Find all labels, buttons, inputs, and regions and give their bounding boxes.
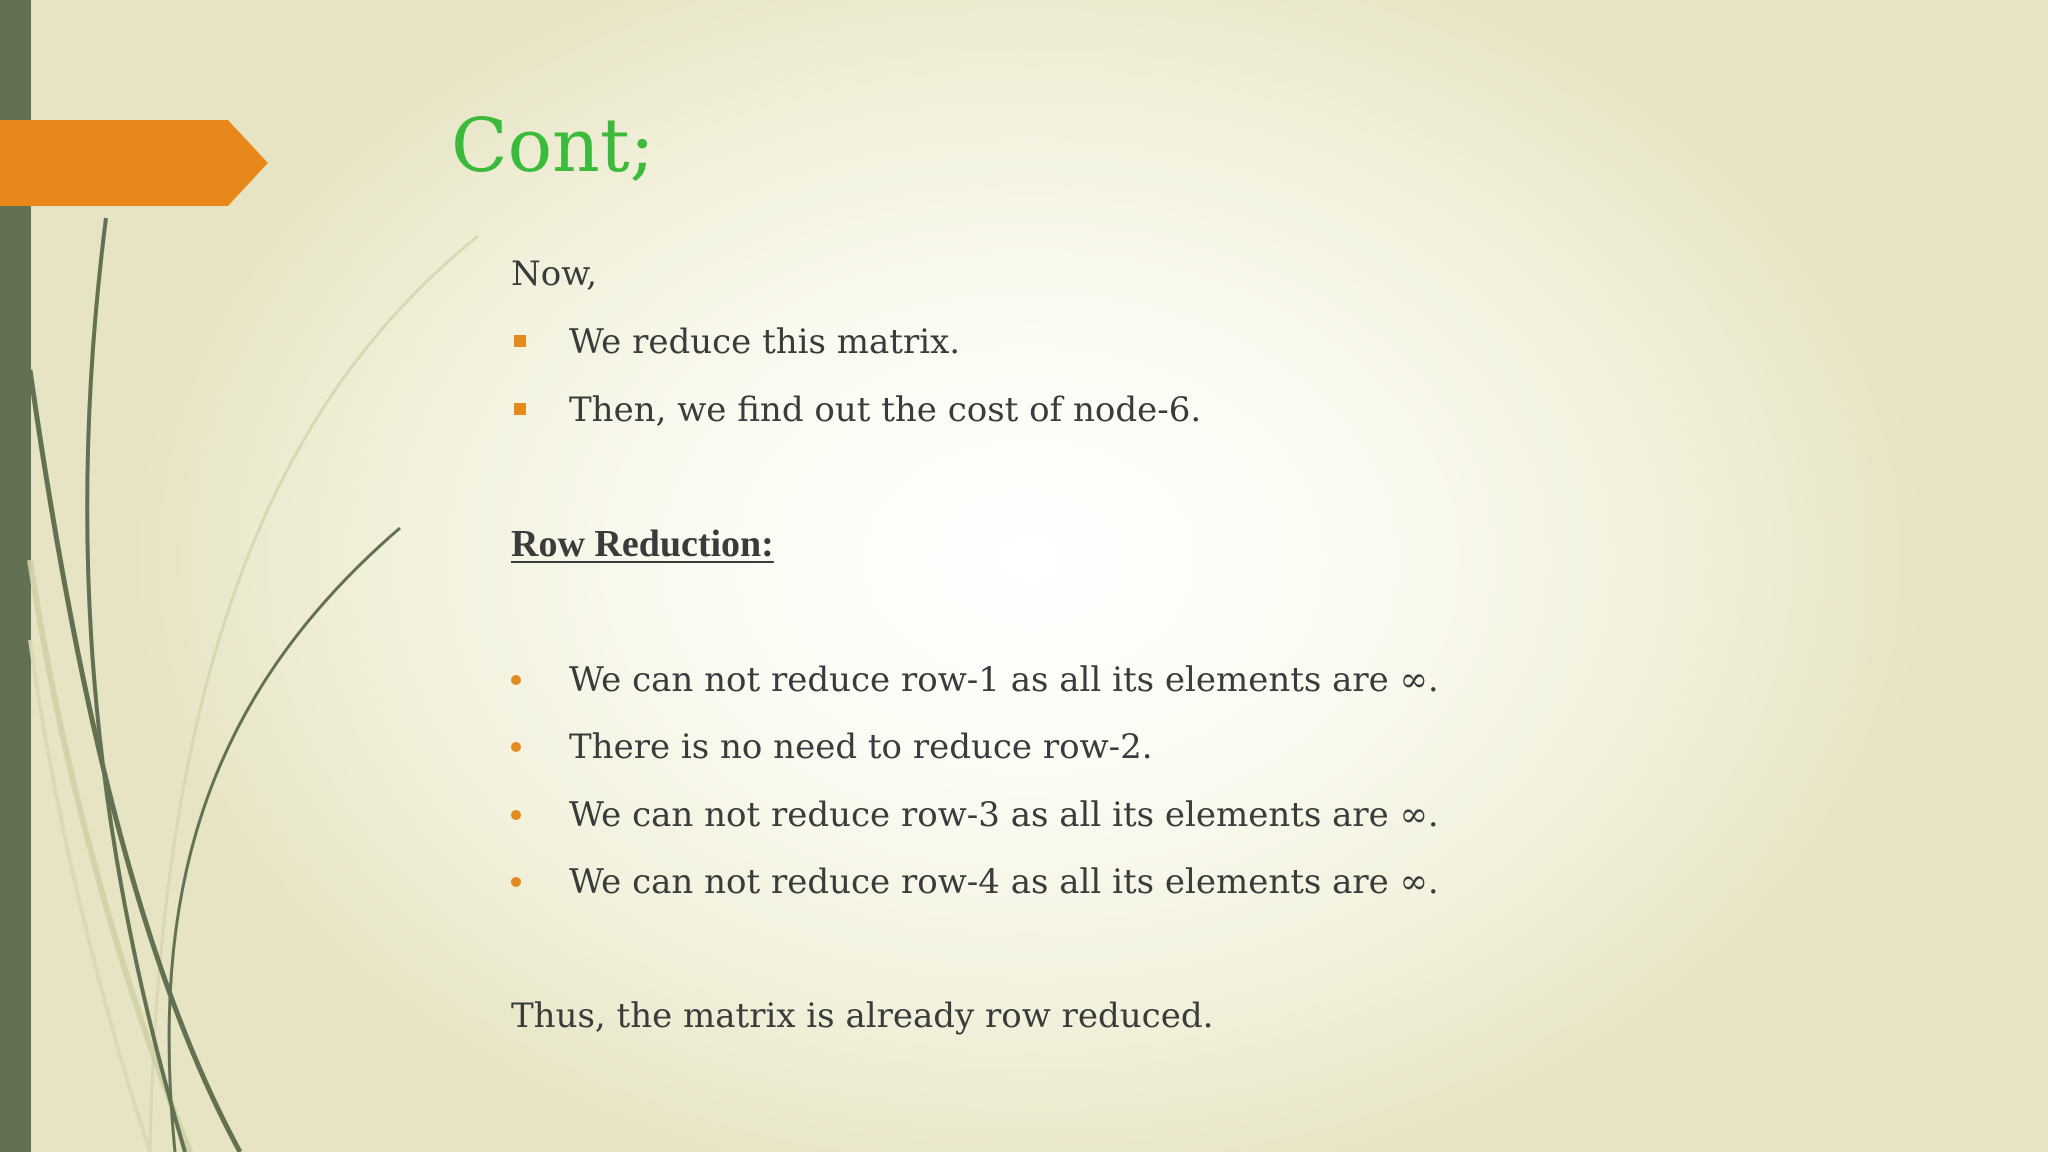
- row-bullet-3: We can not reduce row-3 as all its elements are ∞.: [569, 795, 1439, 835]
- top-bullet-2: Then, we find out the cost of node-6.: [569, 390, 1202, 430]
- row-bullet-4: We can not reduce row-4 as all its elements are ∞.: [569, 862, 1439, 902]
- row-bullet-1: We can not reduce row-1 as all its elements are ∞.: [569, 660, 1439, 700]
- section-heading: Row Reduction:: [511, 523, 774, 565]
- round-bullet-icon: [511, 742, 521, 752]
- row-bullet-2: There is no need to reduce row-2.: [569, 727, 1153, 767]
- round-bullet-icon: [511, 675, 521, 685]
- square-bullet-icon: [514, 403, 526, 415]
- square-bullet-icon: [514, 335, 526, 347]
- intro-text: Now,: [511, 254, 598, 294]
- conclusion-text: Thus, the matrix is already row reduced.: [511, 996, 1214, 1036]
- top-bullet-1: We reduce this matrix.: [569, 322, 961, 362]
- orange-arrow-tab: [0, 120, 270, 206]
- round-bullet-icon: [511, 877, 521, 887]
- round-bullet-icon: [511, 810, 521, 820]
- slide-title: Cont;: [451, 103, 655, 189]
